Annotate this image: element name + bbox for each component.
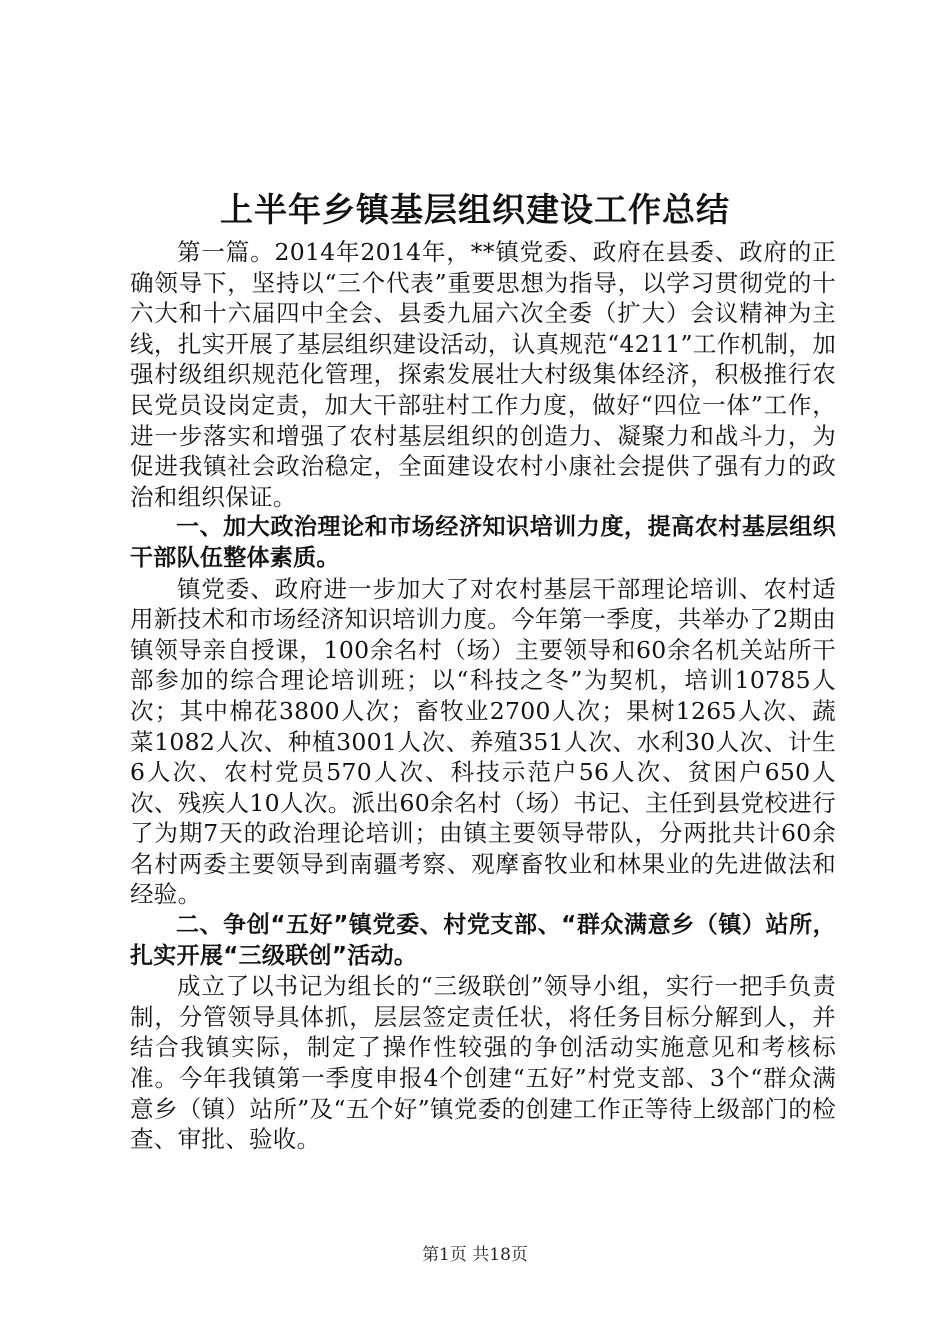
section-heading-1: 一、加大政治理论和市场经济知识培训力度，提高农村基层组织干部队伍整体素质。 [130, 514, 836, 571]
section-heading-2: 二、争创“五好”镇党委、村党支部、“群众满意乡（镇）站所，扎实开展“三级联创”活动。 [130, 912, 836, 969]
section-1-paragraph: 镇党委、政府进一步加大了对农村基层干部理论培训、农村适用新技术和市场经济知识培训力度。今年第一季度，共举办了2期由镇领导亲自授课，100余名村（场）主要领导和60余名机关站所干部参加的综合理论培训班；以“科技之冬”为契机，培训10785人次；其中棉花3800人次；畜牧业2700人次；果树1265人次、蔬菜1082人次、种植3001人次、养殖351人次、水利30人次、计生6人次、农村党员570人次、科技示范户56人次、贫困户650人次、残疾人10人次。派出60余名村（场）书记、主任到县党校进行了为期7天的政治理论培训；由镇主要领导带队，分两批共计60余名村两委主要领导到南疆考察、观摩畜牧业和林果业的先进做法和经验。 [130, 574, 836, 909]
intro-paragraph: 第一篇。2014年2014年，**镇党委、政府在县委、政府的正确领导下，坚持以“三个代表”重要思想为指导，以学习贯彻党的十六大和十六届四中全会、县委九届六次全委（扩大）会议精神为主线，扎实开展了基层组织建设活动，认真规范“4211”工作机制，加强村级组织规范化管理，探索发展壮大村级集体经济，积极推行农民党员设岗定责，加大干部驻村工作力度，做好“四位一体”工作，进一步落实和增强了农村基层组织的创造力、凝聚力和战斗力，为促进我镇社会政治稳定，全面建设农村小康社会提供了强有力的政治和组织保证。 [130, 238, 836, 511]
section-2-paragraph: 成立了以书记为组长的“三级联创”领导小组，实行一把手负责制，分管领导具体抓，层层签定责任状，将任务目标分解到人，并结合我镇实际，制定了操作性较强的争创活动实施意见和考核标准。今年我镇第一季度申报4个创建“五好”村党支部、3个“群众满意乡（镇）站所”及“五个好”镇党委的创建工作正等待上级部门的检查、审批、验收。 [130, 972, 836, 1154]
page-number-footer: 第1页 共18页 [422, 1245, 528, 1265]
document-title: 上半年乡镇基层组织建设工作总结 [220, 190, 730, 229]
document-body [130, 237, 836, 1155]
